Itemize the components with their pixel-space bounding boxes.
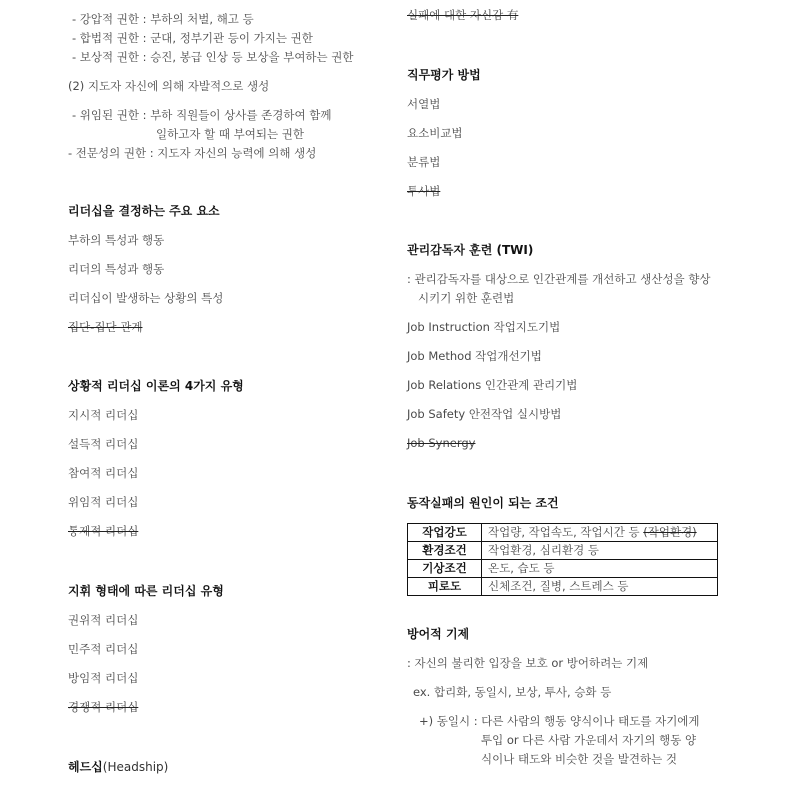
condition-value-text: 작업량, 작업속도, 작업시간 등 <box>488 525 644 539</box>
table-row <box>408 578 718 596</box>
twi-description-line2: 시키기 위한 훈련법 <box>418 291 515 305</box>
failure-causes-table <box>407 523 718 596</box>
table-row <box>408 560 718 578</box>
command-leadership-item: 민주적 리더십 <box>68 642 139 656</box>
twi-item: Job Method 작업개선기법 <box>407 349 542 363</box>
twi-item: Job Instruction 작업지도기법 <box>407 320 561 334</box>
situational-leadership-struck: 통제적 리더십 <box>68 524 139 538</box>
job-eval-item: 요소비교법 <box>407 126 463 140</box>
leadership-factor-struck: 집단-집단 관계 <box>68 320 143 334</box>
twi-struck: Job Synergy <box>407 436 476 450</box>
leadership-factors-heading: 리더십을 결정하는 주요 요소 <box>68 204 220 218</box>
job-eval-item: 분류법 <box>407 155 441 169</box>
headship-english: (Headship) <box>102 760 169 774</box>
condition-value: 온도, 습도 등 <box>482 560 718 578</box>
condition-key: 피로도 <box>408 578 482 596</box>
failure-causes-heading: 동작실패의 원인이 되는 조건 <box>407 496 559 510</box>
defense-description: : 자신의 불리한 입장을 보호 or 방어하려는 기제 <box>407 656 649 670</box>
condition-value: 작업환경, 심리환경 등 <box>482 542 718 560</box>
job-eval-heading: 직무평가 방법 <box>407 68 481 82</box>
table-row <box>408 542 718 560</box>
identification-line1: +) 동일시 : 다른 사람의 행동 양식이나 태도를 자기에게 <box>419 714 700 728</box>
twi-item: Job Safety 안전작업 실시방법 <box>407 407 562 421</box>
leadership-factor-item: 리더의 특성과 행동 <box>68 262 165 276</box>
job-eval-item: 서열법 <box>407 97 441 111</box>
defense-example: ex. 합리화, 동일시, 보상, 투사, 승화 등 <box>413 685 612 699</box>
power-item-coercive: - 강압적 권한 : 부하의 처벌, 해고 등 <box>72 12 254 26</box>
twi-heading: 관리감독자 훈련 (TWI) <box>407 243 534 257</box>
power-item-reward: - 보상적 권한 : 승진, 봉급 인상 등 보상을 부여하는 권한 <box>72 50 354 64</box>
identification-line2: 투입 or 다른 사람 가운데서 자기의 행동 양 <box>481 733 697 747</box>
job-eval-struck: 투사법 <box>407 184 441 198</box>
leadership-factor-item: 리더십이 발생하는 상황의 특성 <box>68 291 224 305</box>
condition-value <box>482 524 718 542</box>
command-leadership-item: 방임적 리더십 <box>68 671 139 685</box>
situational-leadership-item: 지시적 리더십 <box>68 408 139 422</box>
command-leadership-item: 권위적 리더십 <box>68 613 139 627</box>
headship-heading <box>68 760 168 774</box>
power-item-legitimate: - 합법적 권한 : 군대, 정부기관 등이 가지는 권한 <box>72 31 313 45</box>
leadership-factor-item: 부하의 특성과 행동 <box>68 233 165 247</box>
command-leadership-struck: 경쟁적 리더십 <box>68 700 139 714</box>
self-power-title: (2) 지도자 자신에 의해 자발적으로 생성 <box>68 79 270 93</box>
situational-leadership-item: 위임적 리더십 <box>68 495 139 509</box>
top-struck-text: 실패에 대한 자신감 有 <box>407 8 519 22</box>
expert-power: - 전문성의 권한 : 지도자 자신의 능력에 의해 생성 <box>68 146 317 160</box>
situational-leadership-heading: 상황적 리더십 이론의 4가지 유형 <box>68 379 244 393</box>
situational-leadership-item: 설득적 리더십 <box>68 437 139 451</box>
delegated-power-line1: - 위임된 권한 : 부하 직원들이 상사를 존경하여 함께 <box>72 108 332 122</box>
table-row <box>408 524 718 542</box>
identification-line3: 식이나 태도와 비슷한 것을 발견하는 것 <box>481 752 678 766</box>
situational-leadership-item: 참여적 리더십 <box>68 466 139 480</box>
twi-description-line1: : 관리감독자를 대상으로 인간관계를 개선하고 생산성을 향상 <box>407 272 711 286</box>
twi-item: Job Relations 인간관계 관리기법 <box>407 378 578 392</box>
headship-bold: 헤드십 <box>68 760 103 774</box>
condition-key: 기상조건 <box>408 560 482 578</box>
condition-key: 환경조건 <box>408 542 482 560</box>
condition-value: 신체조건, 질병, 스트레스 등 <box>482 578 718 596</box>
delegated-power-line2: 일하고자 할 때 부여되는 권한 <box>156 127 304 141</box>
condition-value-struck: (작업환경) <box>643 525 697 539</box>
command-leadership-heading: 지휘 형태에 따른 리더십 유형 <box>68 584 224 598</box>
defense-heading: 방어적 기제 <box>407 627 470 641</box>
condition-key: 작업강도 <box>408 524 482 542</box>
